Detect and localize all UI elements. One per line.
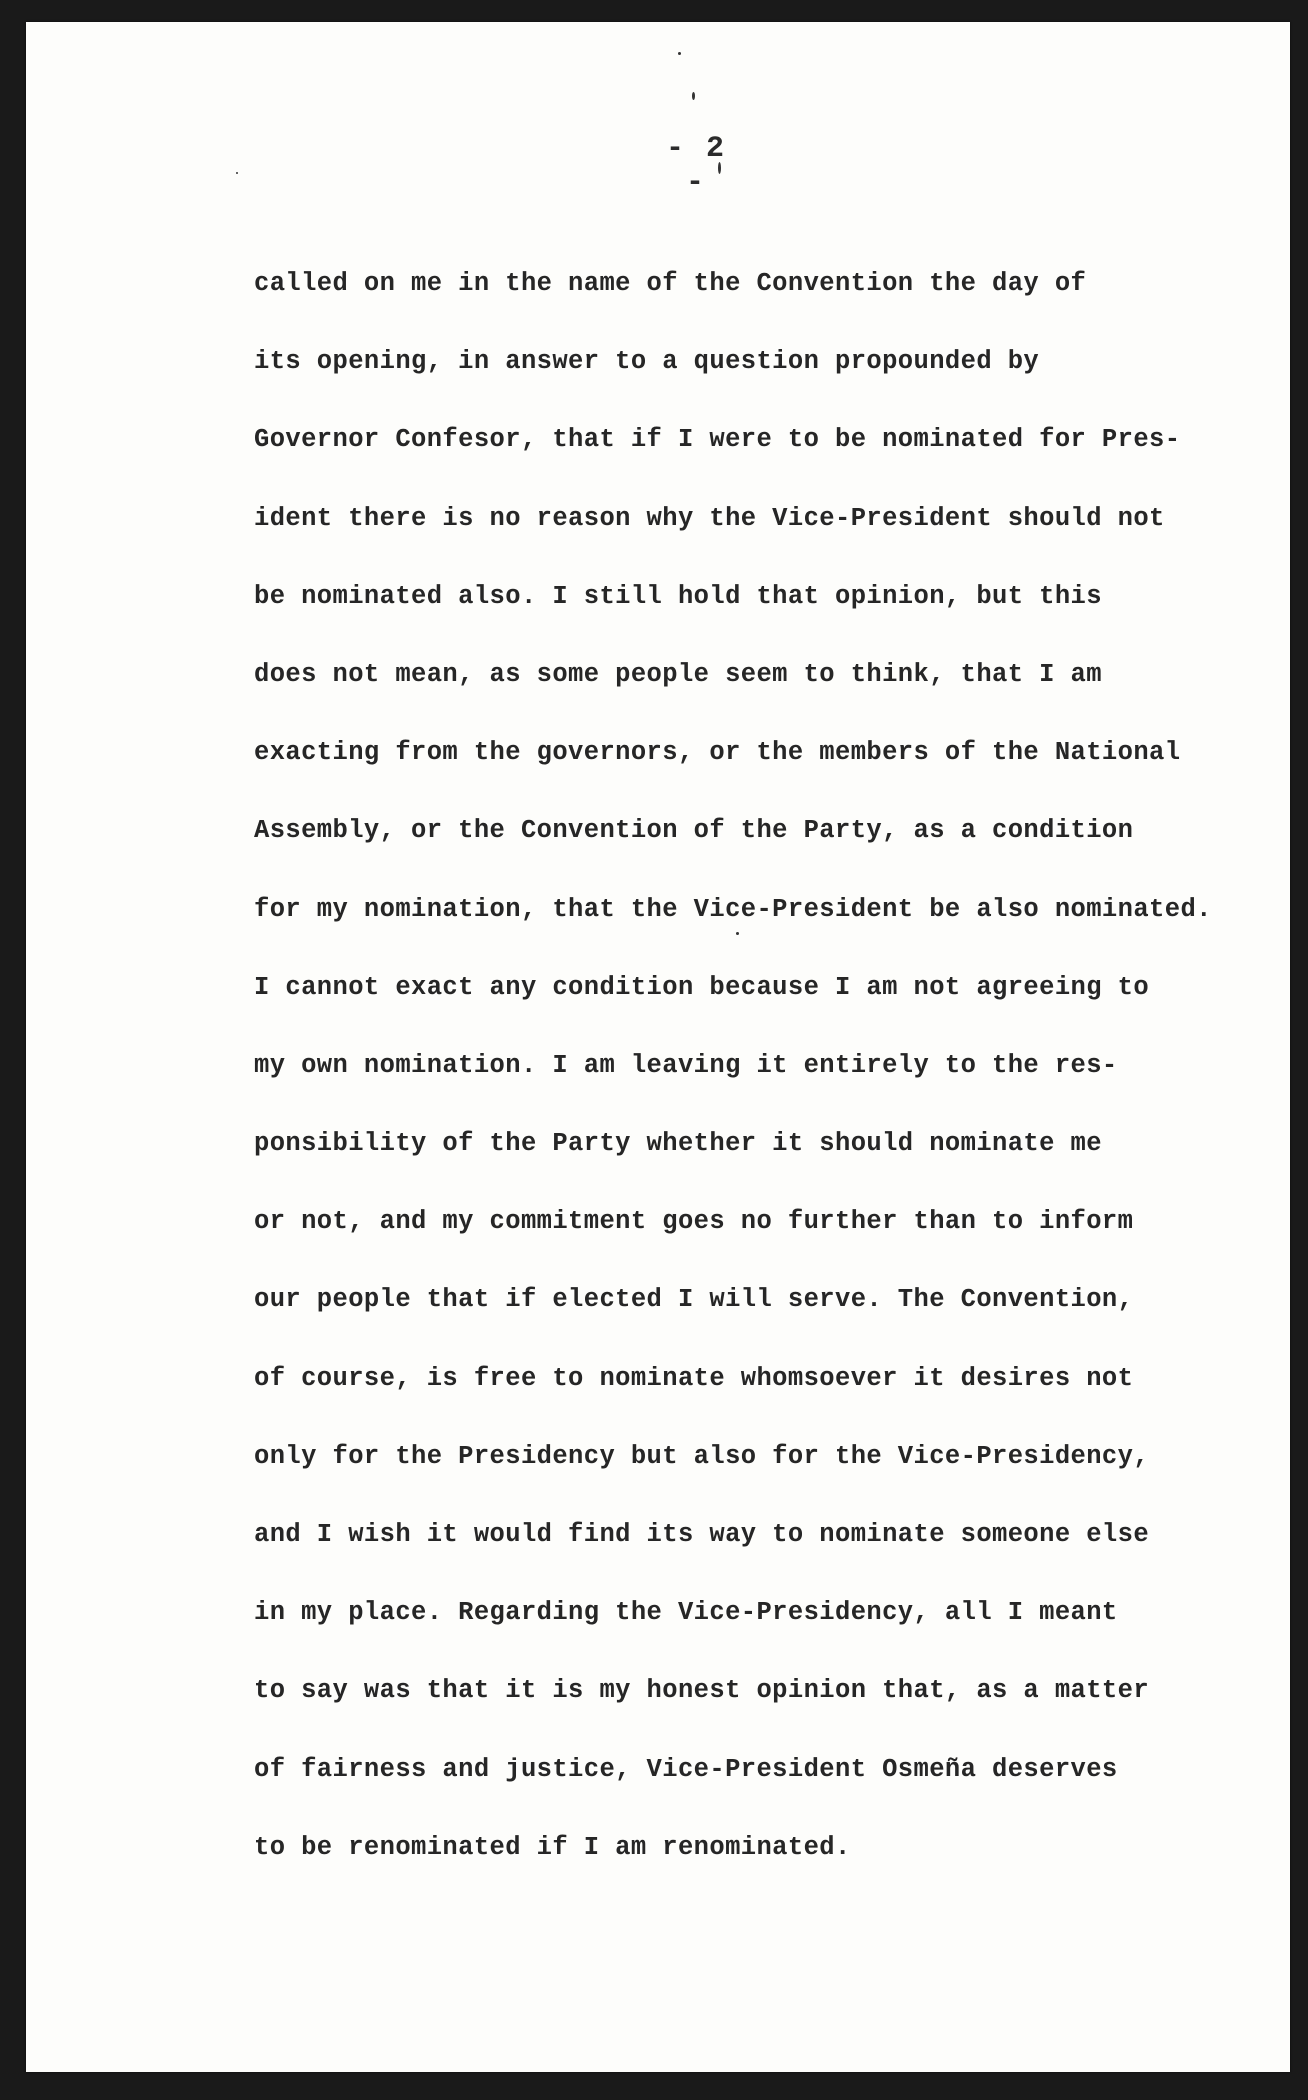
text-line: called on me in the name of the Convention the day of [254, 269, 1087, 298]
page-number: - 2 - [666, 132, 727, 200]
letter-body [254, 262, 1254, 1904]
text-line: only for the Presidency but also for the Vice-Presidency, [254, 1441, 1150, 1471]
text-line: to be renominated if I am renominated. [254, 1832, 851, 1862]
text-line: ident there is no reason why the Vice-President should not [254, 503, 1165, 533]
text-line: or not, and my commitment goes no further than to inform [254, 1207, 1134, 1237]
document-page [26, 22, 1290, 2072]
text-line: Governor Confesor, that if I were to be nominated for Pres- [254, 425, 1181, 455]
text-line: our people that if elected I will serve. The Convention, [254, 1285, 1134, 1315]
text-line: its opening, in answer to a question propounded by [254, 347, 1040, 377]
ink-speck [678, 52, 681, 55]
text-line: of fairness and justice, Vice-President Osmeña deserves [254, 1754, 1118, 1784]
ink-speck [236, 172, 238, 174]
text-line: ponsibility of the Party whether it should nominate me [254, 1129, 1102, 1159]
text-line: be nominated also. I still hold that opinion, but this [254, 581, 1102, 611]
text-line: exacting from the governors, or the members of the National [254, 738, 1181, 768]
text-line: my own nomination. I am leaving it entirely to the res- [254, 1050, 1118, 1080]
text-line: I cannot exact any condition because I am not agreeing to [254, 972, 1150, 1002]
text-line: to say was that it is my honest opinion that, as a matter [254, 1676, 1150, 1706]
ink-speck [692, 92, 695, 100]
text-line: Assembly, or the Convention of the Party, as a condition [254, 816, 1134, 846]
text-line: does not mean, as some people seem to think, that I am [254, 659, 1102, 689]
text-line: in my place. Regarding the Vice-Presidency, all I meant [254, 1598, 1118, 1628]
text-line: for my nomination, that the Vice-President be also nominated. [254, 894, 1212, 924]
text-line: of course, is free to nominate whomsoever it desires not [254, 1363, 1134, 1393]
text-line: and I wish it would find its way to nominate someone else [254, 1520, 1150, 1549]
